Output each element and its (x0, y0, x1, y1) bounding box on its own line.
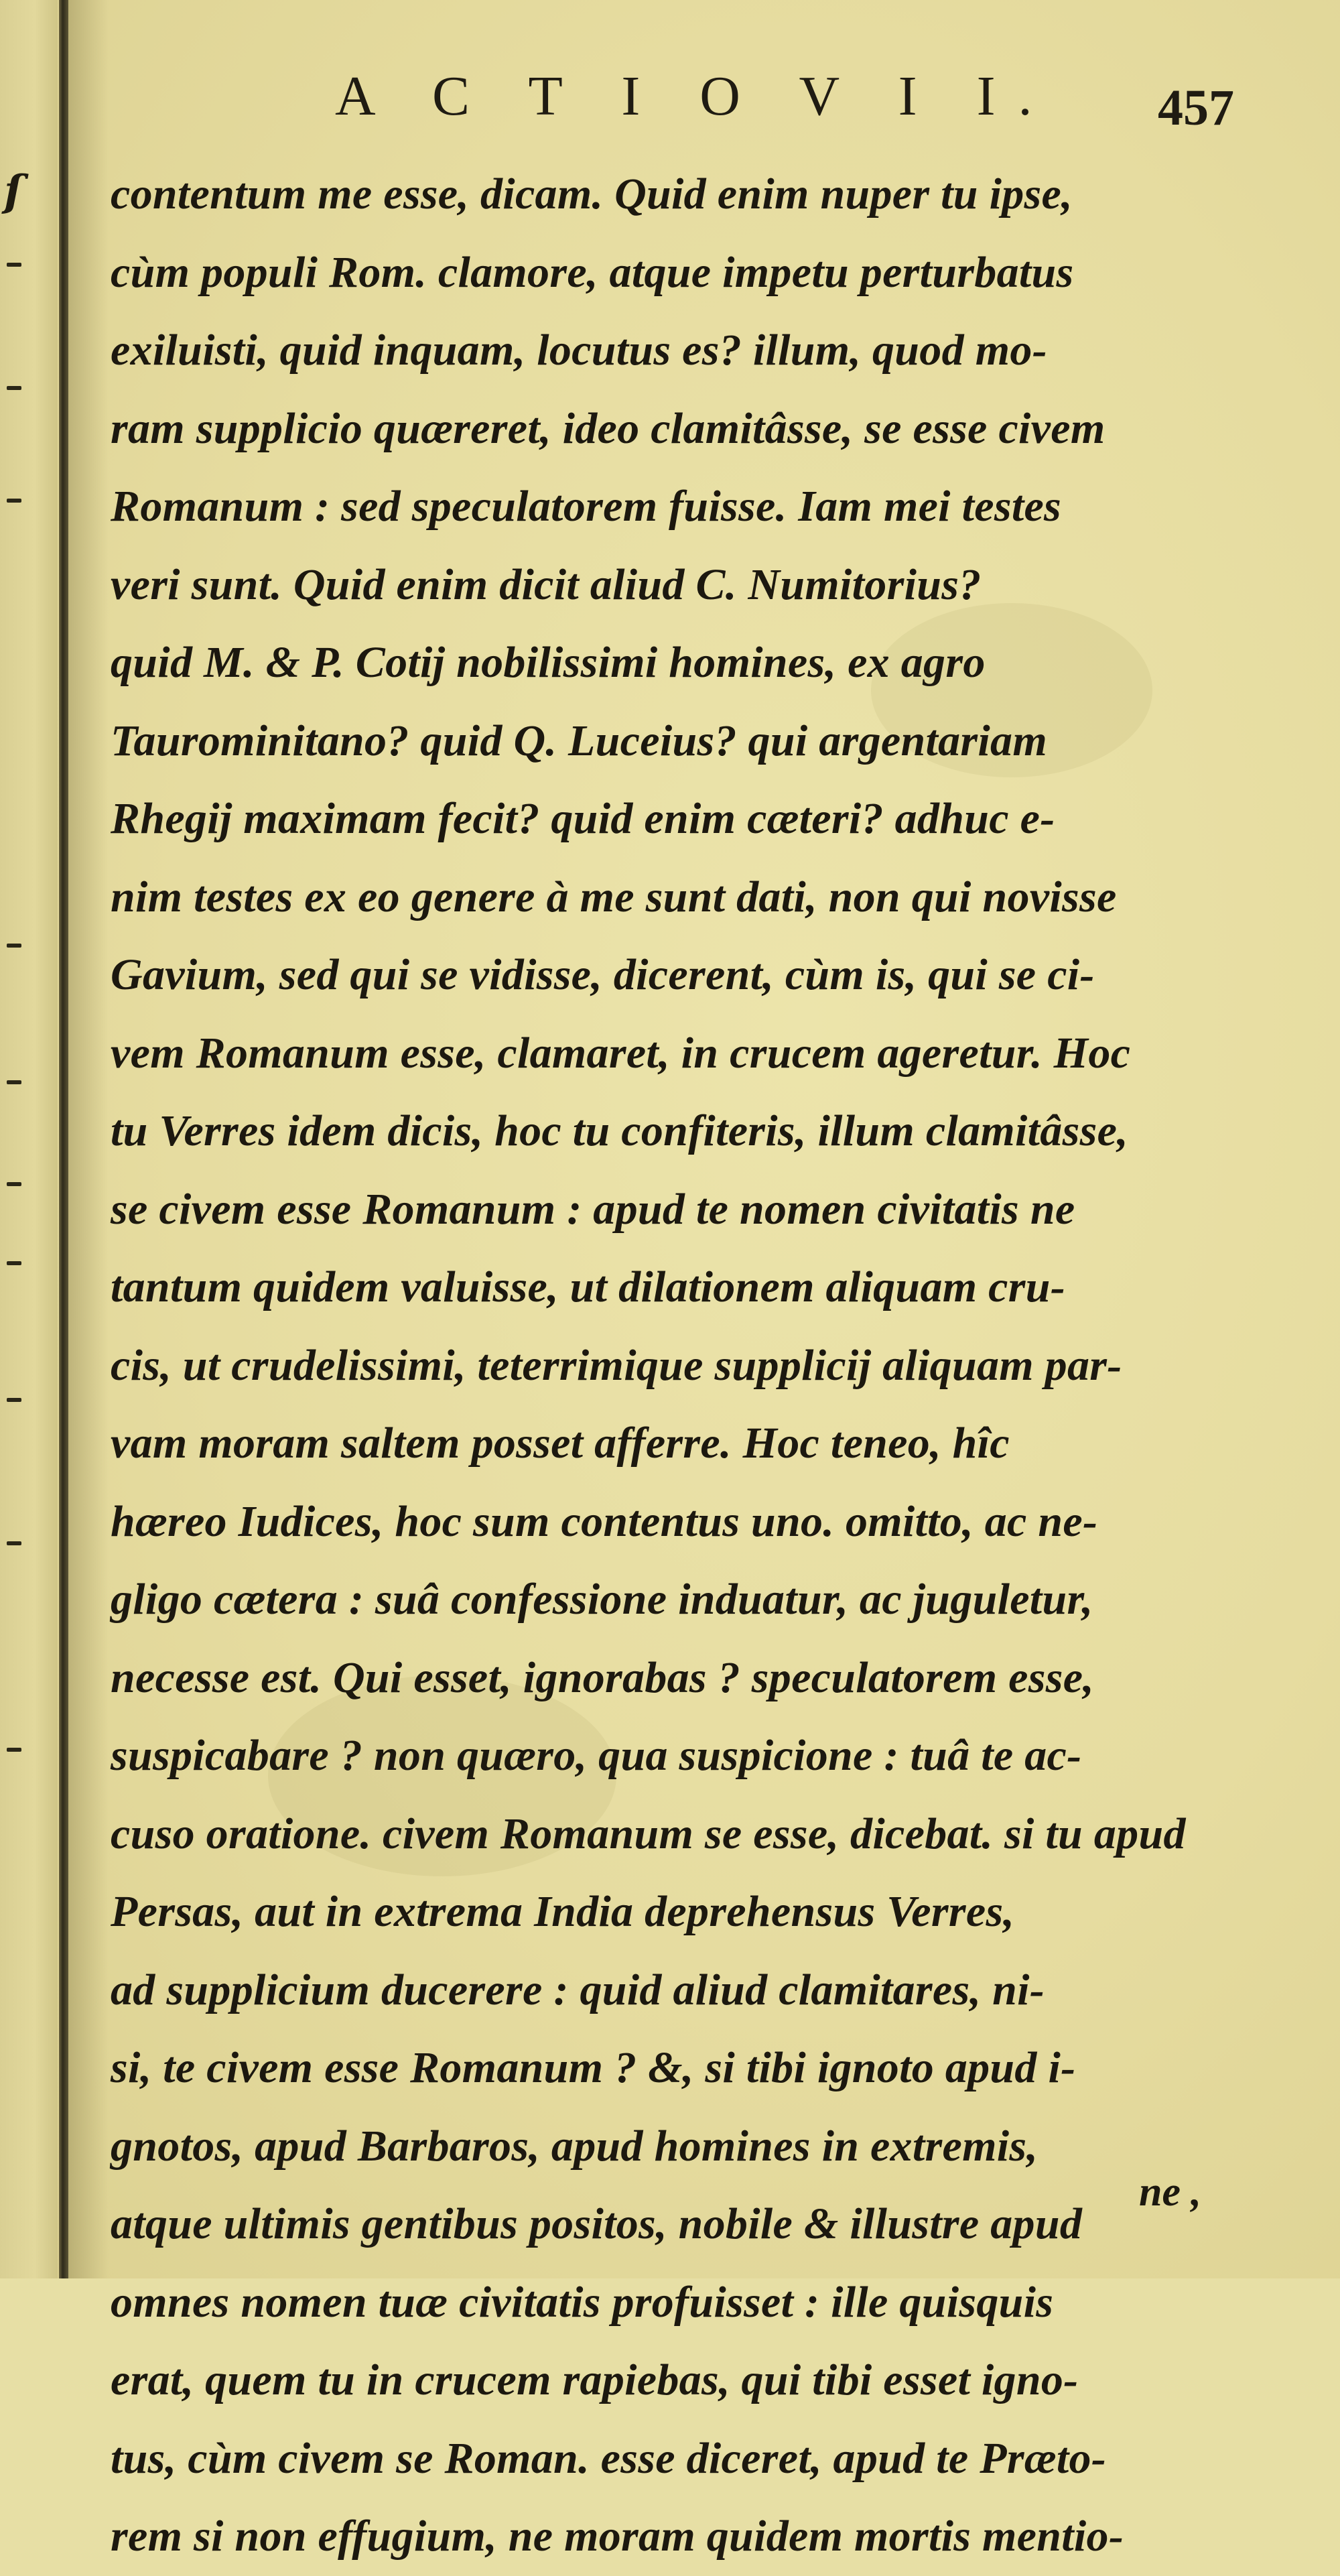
text-line: cùm populi Rom. clamore, atque impetu perturbatus (111, 247, 1074, 297)
text-line: ram supplicio quæreret, ideo clamitâsse, se esse civem (111, 403, 1106, 453)
margin-fragment-mark (7, 1541, 21, 1545)
text-line: ad supplicium ducerere : quid aliud clamitares, ni- (111, 1965, 1045, 2014)
margin-fragment-mark (7, 1748, 21, 1752)
text-line: exiluisti, quid inquam, locutus es? illum, quod mo- (111, 326, 1047, 375)
margin-fragment-mark (7, 944, 21, 948)
text-line: gligo cætera : suâ confessione induatur, ac juguletur, (111, 1575, 1093, 1624)
text-line: rem si non effugium, ne moram quidem mortis mentio- (111, 2512, 1124, 2561)
text-line: erat, quem tu in crucem rapiebas, qui tibi esset igno- (111, 2356, 1079, 2404)
text-line: se civem esse Romanum : apud te nomen civitatis ne (111, 1184, 1075, 1234)
running-head: A C T I O V I I. (335, 65, 1055, 127)
gutter-shadow (68, 0, 109, 2278)
text-line: gnotos, apud Barbaros, apud homines in extremis, (111, 2121, 1038, 2171)
catchword: ne , (1139, 2169, 1201, 2215)
margin-fragment-mark (7, 1080, 21, 1084)
text-line: quid M. & P. Cotij nobilissimi homines, ex agro (111, 638, 986, 687)
margin-fragment-mark (7, 1261, 21, 1265)
text-line: Rhegij maximam fecit? quid enim cæteri? adhuc e- (111, 794, 1055, 843)
margin-fragment-mark (7, 1398, 21, 1402)
margin-fragment-mark (7, 499, 21, 503)
text-line: Romanum : sed speculatorem fuisse. Iam mei testes (111, 482, 1062, 531)
text-line: tu Verres idem dicis, hoc tu confiteris, illum clamitâsse, (111, 1106, 1128, 1155)
text-line: contentum me esse, dicam. Quid enim nuper tu ipse, (111, 170, 1073, 218)
text-line: vem Romanum esse, clamaret, in crucem ageretur. Hoc (111, 1028, 1131, 1078)
text-line: cis, ut crudelissimi, teterrimique supplicij aliquam par- (111, 1340, 1122, 1390)
body-text (111, 155, 1250, 2576)
margin-fragment-mark (7, 1182, 21, 1186)
text-line: nim testes ex eo genere à me sunt dati, non qui novisse (111, 872, 1117, 921)
text-line: tantum quidem valuisse, ut dilationem aliquam cru- (111, 1263, 1066, 1311)
text-line: veri sunt. Quid enim dicit aliud C. Numitorius? (111, 560, 982, 609)
text-line: necesse est. Qui esset, ignorabas ? speculatorem esse, (111, 1653, 1095, 1702)
text-line: suspicabare ? non quæro, qua suspicione : tuâ te ac- (111, 1731, 1082, 1780)
margin-fragment-glyph: ſ (4, 166, 23, 216)
text-line: tus, cùm civem se Roman. esse diceret, apud te Præto- (111, 2433, 1107, 2483)
text-line: cuso oratione. civem Romanum se esse, dicebat. si tu apud (111, 1809, 1186, 1858)
binding-gutter (59, 0, 68, 2278)
margin-fragment-mark (7, 386, 21, 390)
text-line: Taurominitano? quid Q. Luceius? qui argentariam (111, 716, 1047, 765)
text-line: Gavium, sed qui se vidisse, dicerent, cùm is, qui se ci- (111, 950, 1095, 999)
text-line: Persas, aut in extrema India deprehensus Verres, (111, 1887, 1015, 1936)
text-line: si, te civem esse Romanum ? &, si tibi ignoto apud i- (111, 2043, 1076, 2092)
text-line: hæreo Iudices, hoc sum contentus uno. omitto, ac ne- (111, 1496, 1098, 1546)
previous-page-margin-marks (0, 0, 58, 2278)
text-line: vam moram saltem posset afferre. Hoc teneo, hîc (111, 1419, 1010, 1468)
page-number: 457 (1158, 80, 1234, 136)
text-line: atque ultimis gentibus positos, nobile & illustre apud (111, 2199, 1083, 2248)
margin-fragment-mark (7, 263, 21, 267)
text-line: omnes nomen tuæ civitatis profuisset : ille quisquis (111, 2277, 1054, 2327)
